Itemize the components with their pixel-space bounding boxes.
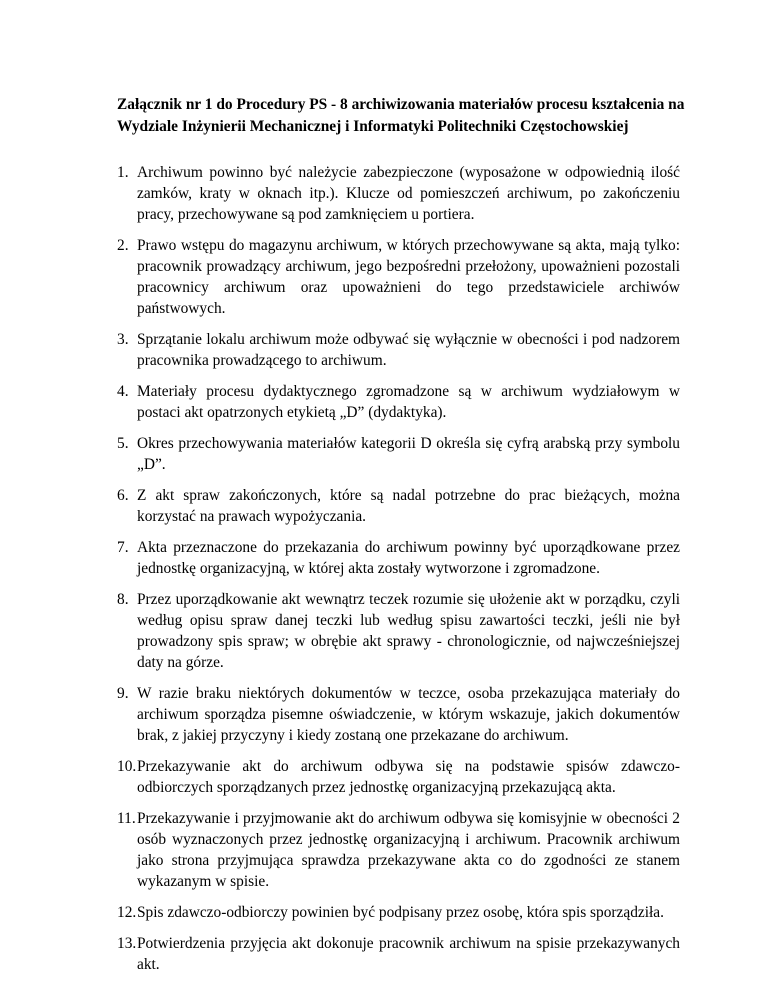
list-item [117,162,680,225]
item-number: 3. [117,331,129,348]
item-text: Przekazywanie akt do archiwum odbywa się na podstawie spisów zdawczo-odbiorczych sporządzanych przez jednostkę organizacyjną przekazującą akta. [137,758,680,796]
list-item [117,902,680,923]
item-number: 7. [117,539,129,556]
item-number: 6. [117,487,129,504]
item-number: 11. [117,810,136,827]
item-number: 2. [117,237,129,254]
item-number: 9. [117,685,129,702]
list-item [117,433,680,475]
item-number: 12. [117,904,137,921]
item-text: Przez uporządkowanie akt wewnątrz teczek rozumie się ułożenie akt w porządku, czyli według opisu spraw danej teczki lub według spisu zawartości teczki, jeśli nie był prowadzony spis spraw; w obrębie akt sprawy - chronologicznie, od najwcześniejszej daty na górze. [137,591,680,671]
item-text: Archiwum powinno być należycie zabezpieczone (wyposażone w odpowiednią ilość zamków, kraty w oknach itp.). Klucze od pomieszczeń archiwum, po zakończeniu pracy, przechowywane są pod zamknięciem u portiera. [137,164,680,223]
item-text: Materiały procesu dydaktycznego zgromadzone są w archiwum wydziałowym w postaci akt opatrzonych etykietą „D” (dydaktyka). [137,383,680,421]
item-text: Przekazywanie i przyjmowanie akt do archiwum odbywa się komisyjnie w obecności 2 osób wyznaczonych przez jednostkę organizacyjną i archiwum. Pracownik archiwum jako strona przyjmująca sprawdza przekazywane akta co do zgodności ze stanem wykazanym w spisie. [137,810,680,890]
list-item [117,756,680,798]
procedure-list [117,162,680,985]
document-title: Załącznik nr 1 do Procedury PS - 8 archiwizowania materiałów procesu kształcenia na Wydziale Inżynierii Mechanicznej i Informatyki Politechniki Częstochowskiej [117,96,685,135]
item-text: Prawo wstępu do magazynu archiwum, w których przechowywane są akta, mają tylko: pracownik prowadzący archiwum, jego bezpośredni przełożony, upoważnieni pozostali pracownicy archiwum oraz upoważnieni do tego przedstawiciele archiwów państwowych. [137,237,680,317]
item-number: 10. [117,758,137,775]
item-text: Sprzątanie lokalu archiwum może odbywać się wyłącznie w obecności i pod nadzorem pracownika prowadzącego to archiwum. [137,331,680,369]
list-item [117,235,680,319]
list-item [117,329,680,371]
item-number: 13. [117,935,137,952]
item-number: 5. [117,435,129,452]
list-item [117,589,680,673]
item-text: Akta przeznaczone do przekazania do archiwum powinny być uporządkowane przez jednostkę organizacyjną, w której akta zostały wytworzone i zgromadzone. [137,539,680,577]
list-item [117,537,680,579]
list-item [117,381,680,423]
item-text: Potwierdzenia przyjęcia akt dokonuje pracownik archiwum na spisie przekazywanych akt. [137,935,680,973]
list-item [117,933,680,975]
item-number: 1. [117,164,129,181]
list-item [117,485,680,527]
item-text: Spis zdawczo-odbiorczy powinien być podpisany przez osobę, która spis sporządziła. [137,904,664,921]
item-text: Z akt spraw zakończonych, które są nadal potrzebne do prac bieżących, można korzystać na prawach wypożyczania. [137,487,680,525]
item-number: 8. [117,591,129,608]
list-item [117,808,680,892]
item-text: Okres przechowywania materiałów kategorii D określa się cyfrą arabską przy symbolu „D”. [137,435,680,473]
item-number: 4. [117,383,129,400]
list-item [117,683,680,746]
item-text: W razie braku niektórych dokumentów w teczce, osoba przekazująca materiały do archiwum sporządza pisemne oświadczenie, w którym wskazuje, jakich dokumentów brak, z jakiej przyczyny i kiedy zostaną one przekazane do archiwum. [137,685,680,744]
